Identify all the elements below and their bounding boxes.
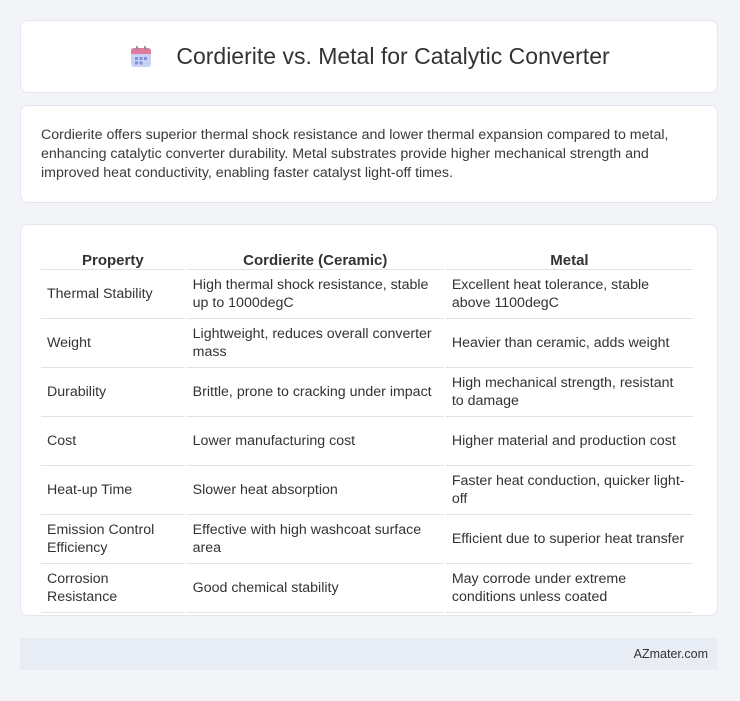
title-wrap [128, 43, 609, 70]
cell-cordierite: Good chemical stability [187, 564, 444, 613]
page-title: Cordierite vs. Metal for Catalytic Converter [176, 43, 610, 69]
title-card [20, 20, 718, 93]
cell-cordierite: Lightweight, reduces overall converter mass [187, 319, 444, 368]
calendar-icon [128, 44, 154, 70]
table-row [41, 564, 693, 613]
table-row [41, 270, 693, 319]
table-row [41, 368, 693, 417]
intro-card [20, 105, 718, 203]
cell-property: Thermal Stability [41, 270, 185, 319]
cell-metal: May corrode under extreme conditions unless coated [446, 564, 693, 613]
table-row [41, 466, 693, 515]
cell-metal: Efficient due to superior heat transfer [446, 515, 693, 564]
cell-cordierite: High thermal shock resistance, stable up to 1000degC [187, 270, 444, 319]
footer [20, 638, 718, 670]
column-header-cordierite: Cordierite (Ceramic) [187, 245, 444, 270]
cell-metal: Excellent heat tolerance, stable above 1100degC [446, 270, 693, 319]
cell-metal: Faster heat conduction, quicker light-off [446, 466, 693, 515]
cell-property: Emission Control Efficiency [41, 515, 185, 564]
cell-metal: High mechanical strength, resistant to damage [446, 368, 693, 417]
footer-brand[interactable]: AZmater.com [633, 647, 708, 661]
cell-property: Corrosion Resistance [41, 564, 185, 613]
cell-cordierite: Brittle, prone to cracking under impact [187, 368, 444, 417]
intro-text: Cordierite offers superior thermal shock resistance and lower thermal expansion compared to metal, enhancing catalytic converter durability. Metal substrates provide higher mechanical strength and improved heat conductivity, enabling faster catalyst light-off times. [41, 127, 669, 181]
table-row [41, 515, 693, 564]
table-header-row [41, 245, 693, 270]
column-header-metal: Metal [446, 245, 693, 270]
cell-cordierite: Slower heat absorption [187, 466, 444, 515]
cell-metal: Higher material and production cost [446, 417, 693, 466]
cell-property: Cost [41, 417, 185, 466]
table-row [41, 417, 693, 466]
column-header-property: Property [41, 245, 185, 270]
cell-metal: Heavier than ceramic, adds weight [446, 319, 693, 368]
cell-property: Heat-up Time [41, 466, 185, 515]
cell-property: Weight [41, 319, 185, 368]
table-row [41, 319, 693, 368]
comparison-table [39, 245, 695, 613]
cell-cordierite: Effective with high washcoat surface area [187, 515, 444, 564]
table-card [20, 224, 718, 616]
cell-property: Durability [41, 368, 185, 417]
cell-cordierite: Lower manufacturing cost [187, 417, 444, 466]
